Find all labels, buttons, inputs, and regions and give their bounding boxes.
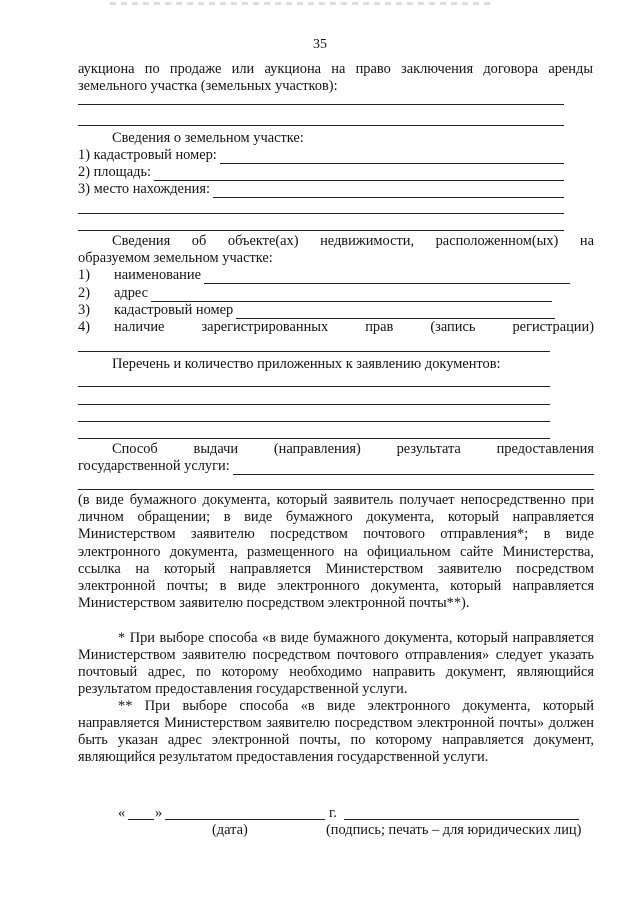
property-cadastral-row <box>78 302 555 319</box>
property-address-field[interactable] <box>151 288 552 302</box>
land-blank-line-2[interactable] <box>78 230 564 231</box>
property-heading-word: Сведения <box>112 233 171 249</box>
property-item-number: 4) <box>78 319 90 335</box>
method-result-field[interactable] <box>233 461 594 475</box>
property-rights-word: регистрации) <box>512 319 594 335</box>
method-heading-line-1 <box>112 441 594 458</box>
land-location-field[interactable] <box>213 184 564 198</box>
land-location-row <box>78 181 564 198</box>
date-caption: (дата) <box>212 822 248 838</box>
signature-caption: (подпись; печать – для юридических лиц) <box>326 822 582 838</box>
documents-line-2[interactable] <box>78 404 550 405</box>
documents-line-1[interactable] <box>78 386 550 387</box>
date-close-quote: » <box>155 805 163 821</box>
land-location-label: 3) место нахождения: <box>78 181 210 197</box>
property-cadastral-label: кадастровый номер <box>114 302 234 318</box>
property-rights-row <box>78 319 594 336</box>
land-cadastral-row <box>78 147 564 164</box>
property-rights-word: зарегистрированных <box>201 319 329 335</box>
property-rights-word: прав <box>365 319 394 335</box>
intro-line-2: земельного участка (земельных участков): <box>78 78 338 94</box>
documents-line-4[interactable] <box>78 438 550 439</box>
method-heading-word: Способ <box>112 441 158 457</box>
method-heading-word: результата <box>396 441 461 457</box>
method-heading-word: выдачи <box>193 441 239 457</box>
property-address-row <box>78 285 552 302</box>
property-heading-line-1 <box>112 233 594 250</box>
property-name-label: наименование <box>114 267 201 283</box>
method-heading-word: предоставления <box>496 441 594 457</box>
property-heading-word: объекте(ах) <box>227 233 299 249</box>
property-rights-word: наличие <box>114 319 165 335</box>
property-address-label: адрес <box>114 285 149 301</box>
method-options: (в виде бумажного документа, который заявитель получает непосредственно при личном обращении; в виде бумажного документа, который направляется Министерством заявителю посредством почтового отправления*; в виде электронного документа, размещенного на официальном сайте Министерства, ссылка на который направляется Министерством заявителю посредством электронной почты; в виде электронного документа, который направляется Министерством заявителю посредством электронной почты**). <box>78 492 594 612</box>
intro-blank-line-2[interactable] <box>78 125 564 126</box>
method-blank-line[interactable] <box>78 489 594 490</box>
method-heading-line-2: государственной услуги: <box>78 458 230 474</box>
method-result-row <box>78 458 594 475</box>
land-blank-line-1[interactable] <box>78 213 564 214</box>
property-cadastral-field[interactable] <box>236 305 555 319</box>
property-rights-field[interactable] <box>78 351 550 352</box>
property-heading-word: об <box>191 233 207 249</box>
documents-line-3[interactable] <box>78 421 550 422</box>
property-name-field[interactable] <box>204 270 570 284</box>
land-heading: Сведения о земельном участке: <box>112 130 304 146</box>
scan-artifact <box>110 2 490 5</box>
property-heading-line-2: образуемом земельном участке: <box>78 250 273 266</box>
date-open-quote: « <box>118 805 126 821</box>
land-area-label: 2) площадь: <box>78 164 152 180</box>
property-heading-word: расположенном(ых) <box>435 233 559 249</box>
date-month-field[interactable] <box>165 819 325 820</box>
land-cadastral-label: 1) кадастровый номер: <box>78 147 217 163</box>
date-day-field[interactable] <box>128 819 154 820</box>
signature-field[interactable] <box>344 819 579 820</box>
method-heading-word: (направления) <box>273 441 361 457</box>
land-cadastral-field[interactable] <box>220 150 564 164</box>
land-area-field[interactable] <box>154 167 564 181</box>
note-postal-text: * При выборе способа «в виде бумажного документа, который направляется Министерством заявителю посредством почтового отправления» следует указать почтовый адрес, по которому необходимо направить документ, являющийся результатом предоставления государственной услуги. <box>78 630 594 697</box>
property-name-row <box>78 267 570 284</box>
land-area-row <box>78 164 564 181</box>
intro-line-1: аукциона по продаже или аукциона на право заключения договора аренды <box>78 61 593 77</box>
property-item-number: 1) <box>78 267 90 283</box>
method-options-text <box>78 492 594 612</box>
property-rights-label <box>114 319 594 336</box>
property-heading-word: недвижимости, <box>320 233 415 249</box>
note-postal <box>78 630 594 698</box>
property-heading-word: на <box>579 233 594 249</box>
property-item-number: 2) <box>78 285 90 301</box>
documents-heading: Перечень и количество приложенных к заявлению документов: <box>112 356 501 372</box>
note-email-text: ** При выборе способа «в виде электронного документа, который направляется Министерством заявителю посредством электронной почты» должен быть указан адрес электронной почты, по которому направляется документ, являющийся результатом предоставления государственной услуги. <box>78 698 594 765</box>
property-item-number: 3) <box>78 302 90 318</box>
page-number: 35 <box>313 37 327 52</box>
property-rights-word: (запись <box>430 319 476 335</box>
note-email <box>78 698 594 766</box>
intro-blank-line-1[interactable] <box>78 104 564 105</box>
date-year-mark: г. <box>329 805 337 821</box>
